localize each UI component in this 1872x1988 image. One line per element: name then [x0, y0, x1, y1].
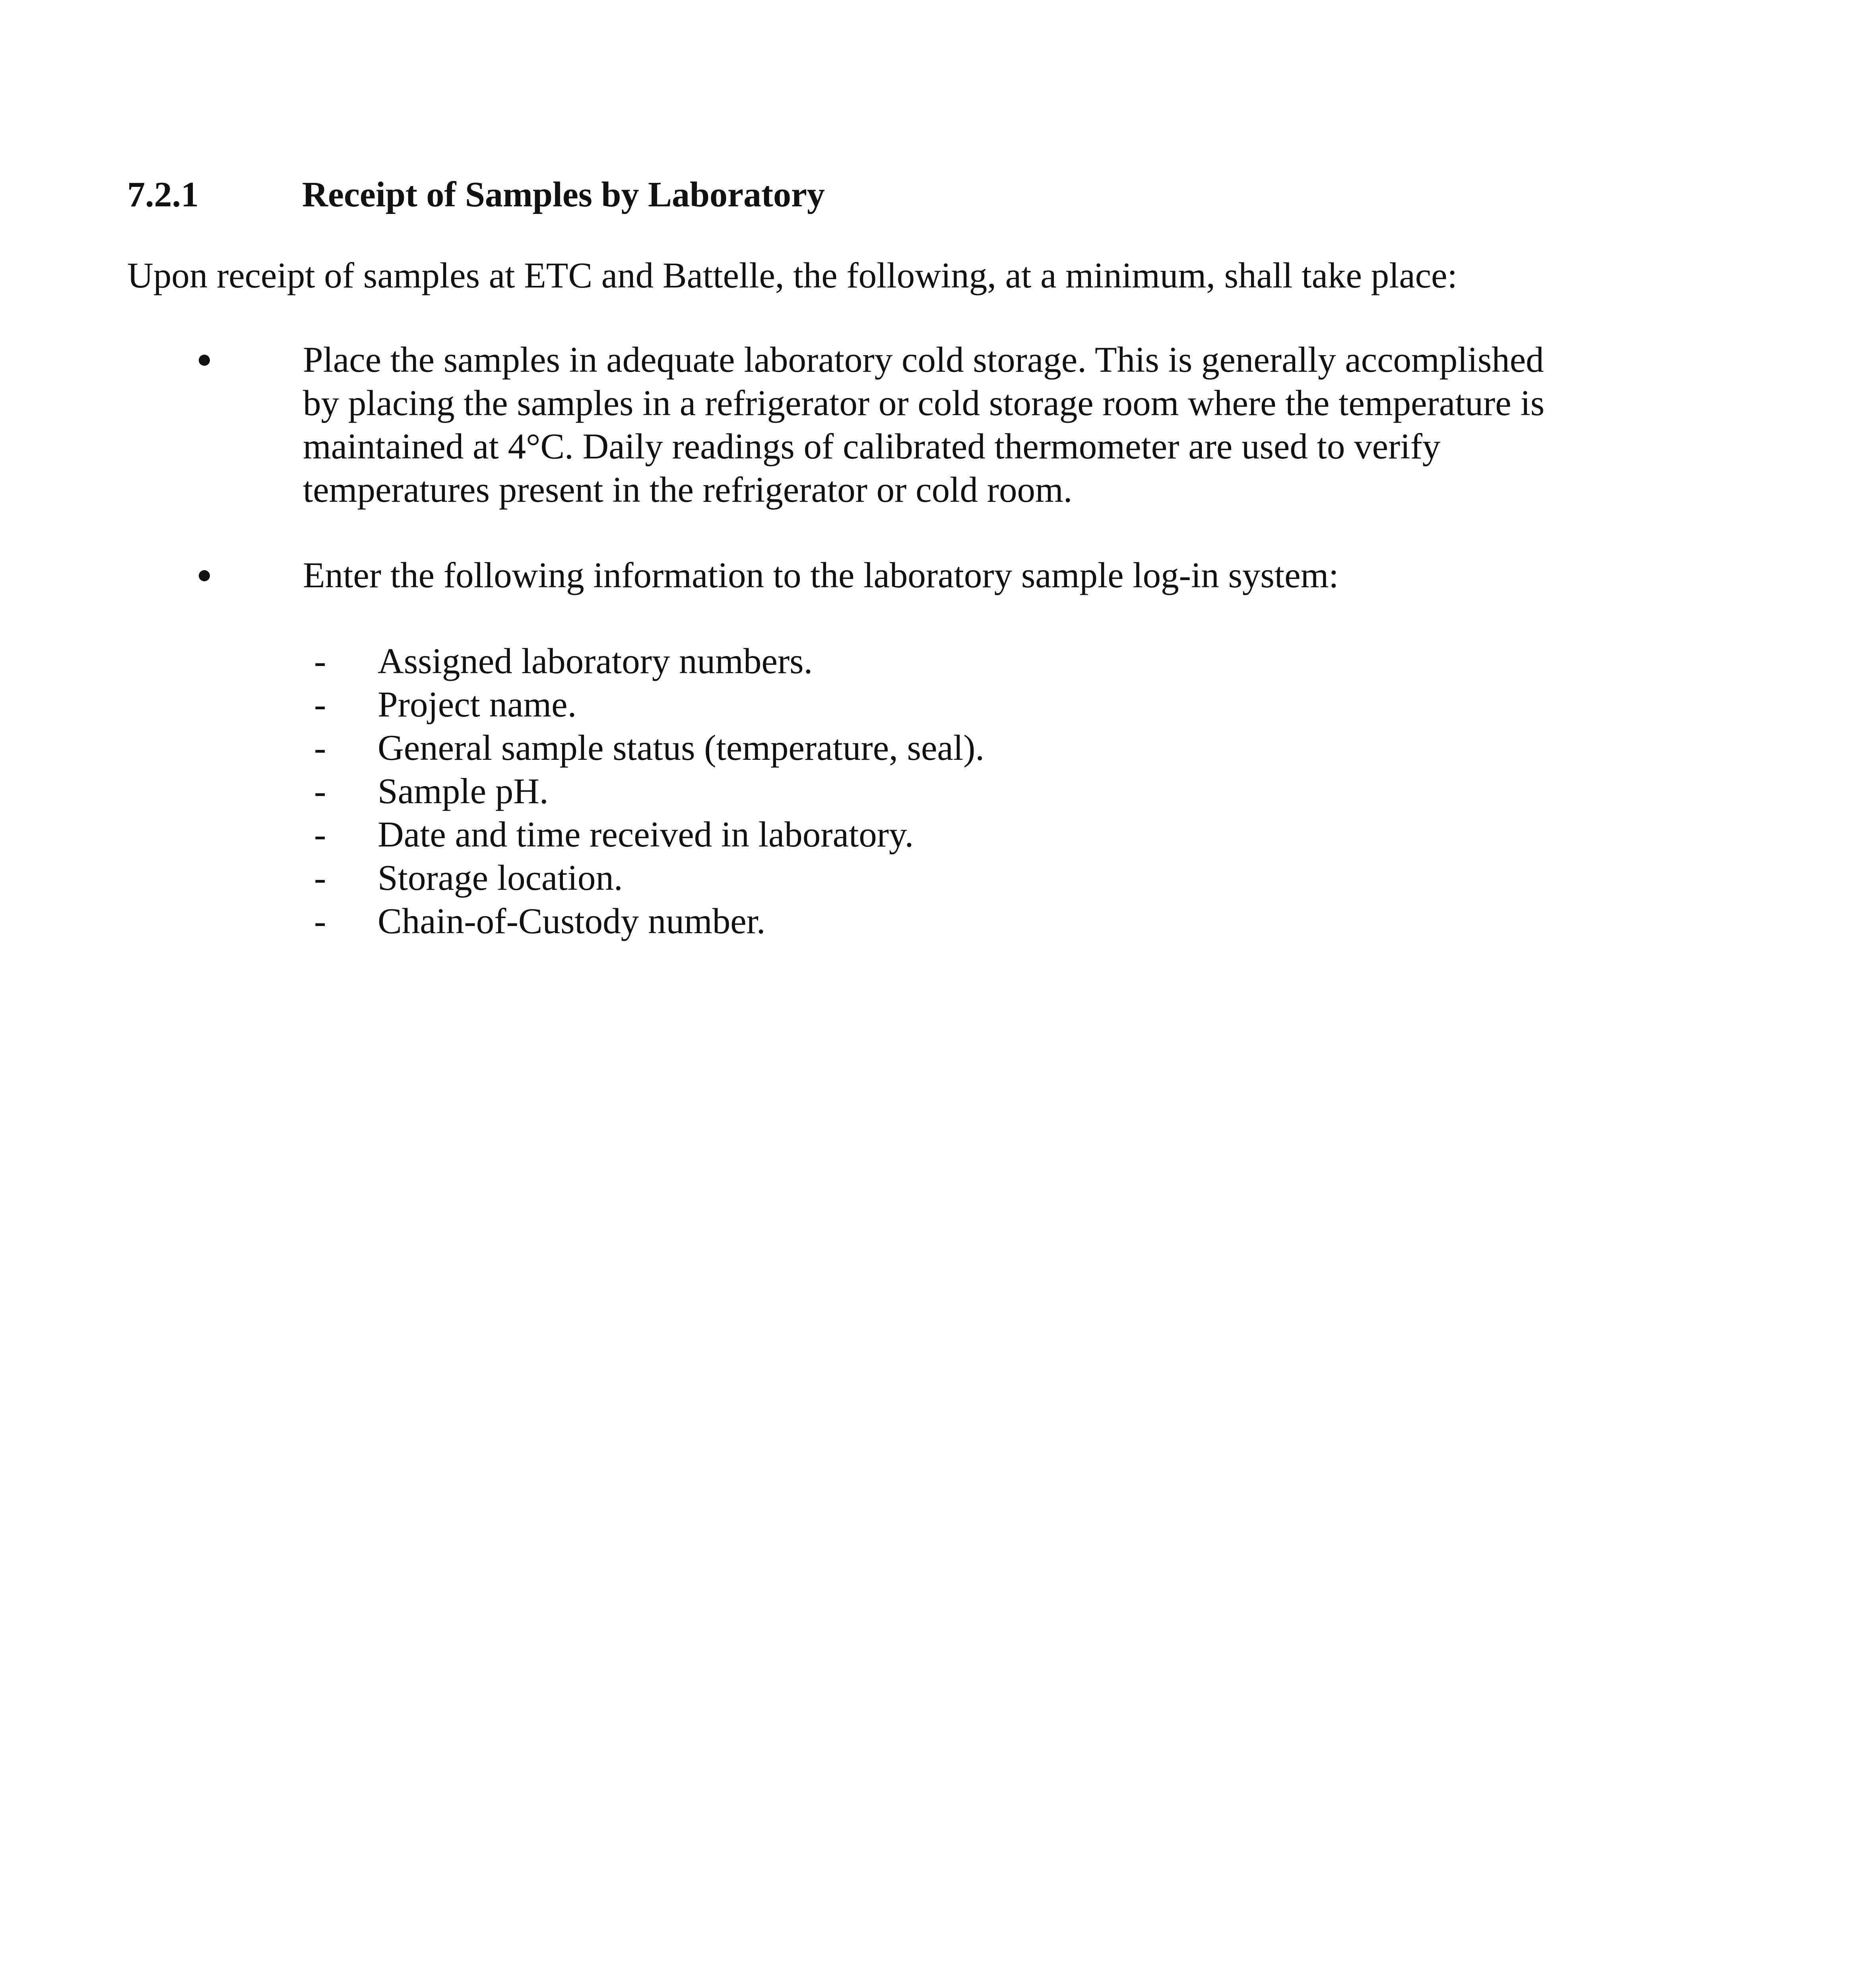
section-number: 7.2.1 — [127, 175, 199, 214]
bullet-line: temperatures present in the refrigerator or cold room. — [303, 470, 1073, 510]
bullet-icon — [199, 355, 210, 366]
bullet-line: maintained at 4°C. Daily readings of calibrated thermometer are used to verify — [303, 426, 1441, 466]
bullet-line: Place the samples in adequate laboratory cold storage. This is generally accomplished — [303, 340, 1544, 380]
intro-paragraph: Upon receipt of samples at ETC and Battelle, the following, at a minimum, shall take place: — [127, 255, 1457, 295]
dash-marker: - — [314, 641, 326, 681]
dash-marker: - — [314, 771, 326, 811]
list-item-text: Project name. — [378, 684, 577, 724]
list-item-text: Assigned laboratory numbers. — [378, 641, 813, 681]
bullet-line: by placing the samples in a refrigerator or cold storage room where the temperature is — [303, 383, 1545, 423]
bullet-icon — [199, 570, 210, 581]
list-item-text: General sample status (temperature, seal). — [378, 728, 985, 768]
list-item-text: Date and time received in laboratory. — [378, 814, 914, 854]
dash-marker: - — [314, 728, 326, 768]
dash-marker: - — [314, 858, 326, 898]
dash-marker: - — [314, 814, 326, 854]
section-title: Receipt of Samples by Laboratory — [302, 175, 825, 214]
list-item-text: Chain-of-Custody number. — [378, 901, 766, 941]
bullet-line: Enter the following information to the laboratory sample log-in system: — [303, 555, 1339, 595]
bullet-text — [303, 338, 1853, 511]
list-item-text: Storage location. — [378, 858, 623, 898]
dash-marker: - — [314, 684, 326, 724]
list-item-text: Sample pH. — [378, 771, 549, 811]
bullet-text — [303, 553, 1853, 597]
dash-marker: - — [314, 901, 326, 941]
